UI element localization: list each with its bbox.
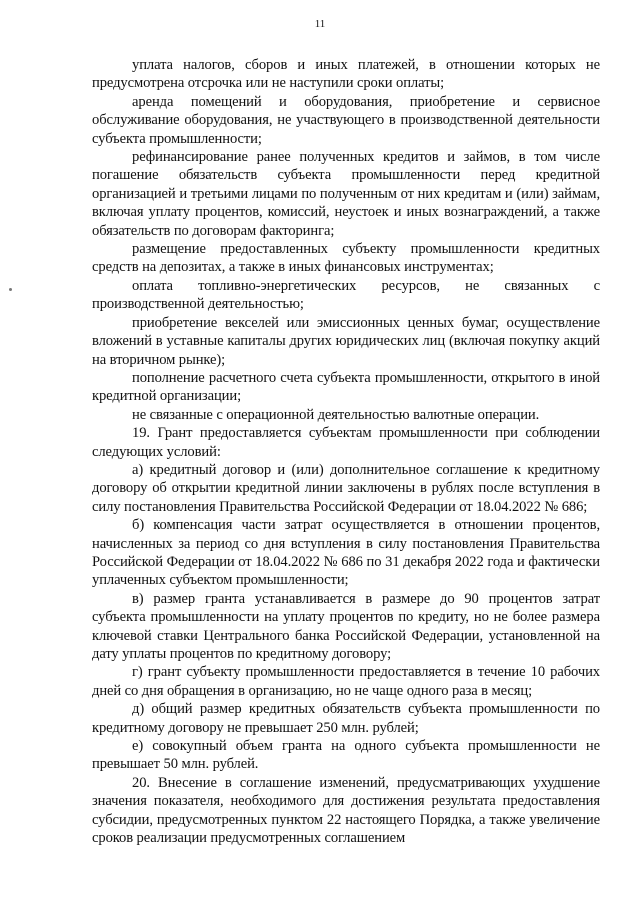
paragraph-condition-v: в) размер гранта устанавливается в размере до 90 процентов затрат субъекта промышленности на уплату процентов по кредиту, но не более размера ключевой ставки Центрального банка Российской Федерации, установленной на дату уплаты процентов по кредитному договору; [92,590,600,662]
paragraph-condition-b: б) компенсация части затрат осуществляется в отношении процентов, начисленных за период со дня вступления в силу постановления Правительства Российской Федерации от 18.04.2022 № 686 по 31 декабря 2022 года и фактически уплаченных субъектом промышленности; [92,517,600,589]
paragraph-condition-a: а) кредитный договор и (или) дополнительное соглашение к кредитному договору об открытии кредитной линии заключены в рублях после вступления в силу постановления Правительства Российской Федерации от 18.04.2022 № 686; [92,461,600,515]
paragraph-condition-d: д) общий размер кредитных обязательств субъекта промышленности по кредитному договору не превышает 250 млн. рублей; [92,701,600,736]
paragraph-clause-19: 19. Грант предоставляется субъектам промышленности при соблюдении следующих условий: [92,425,600,460]
document-body [92,56,600,847]
paragraph-rent-equipment: аренда помещений и оборудования, приобретение и сервисное обслуживание оборудования, не участвующего в производственной деятельности субъекта промышленности; [92,93,600,147]
paragraph-refinancing: рефинансирование ранее полученных кредитов и займов, в том числе погашение обязательств субъекта промышленности перед кредитной организацией и третьими лицами по полученным от них кредитам и (или) займам, включая уплату процентов, комиссий, неустоек и иных вознаграждений, а также обязательств по договорам факторинга; [92,149,600,239]
paragraph-securities: приобретение векселей или эмиссионных ценных бумаг, осуществление вложений в уставные капиталы других юридических лиц (включая покупку акций на вторичном рынке); [92,314,600,368]
page-number: 11 [314,18,326,30]
paragraph-tax-payments: уплата налогов, сборов и иных платежей, в отношении которых не предусмотрена отсрочка или не наступили сроки оплаты; [92,57,600,92]
paragraph-account-replenishment: пополнение расчетного счета субъекта промышленности, открытого в иной кредитной организации; [92,369,600,405]
paragraph-deposits: размещение предоставленных субъекту промышленности кредитных средств на депозитах, а также в иных финансовых инструментах; [92,241,600,276]
paragraph-condition-g: г) грант субъекту промышленности предоставляется в течение 10 рабочих дней со дня обращения в организацию, но не чаще одного раза в месяц; [92,664,600,699]
paragraph-currency-operations: не связанные с операционной деятельностью валютные операции. [132,406,540,423]
margin-mark [9,288,12,291]
paragraph-clause-20: 20. Внесение в соглашение изменений, предусматривающих ухудшение значения показателя, необходимого для достижения результата предоставления субсидии, предусмотренных пунктом 22 настоящего Порядка, а также увеличение сроков реализации предусмотренных соглашением [92,774,600,847]
paragraph-fuel-energy: оплата топливно-энергетических ресурсов, не связанных с производственной деятельностью; [92,277,600,313]
paragraph-condition-e: е) совокупный объем гранта на одного субъекта промышленности не превышает 50 млн. рублей. [92,738,600,773]
